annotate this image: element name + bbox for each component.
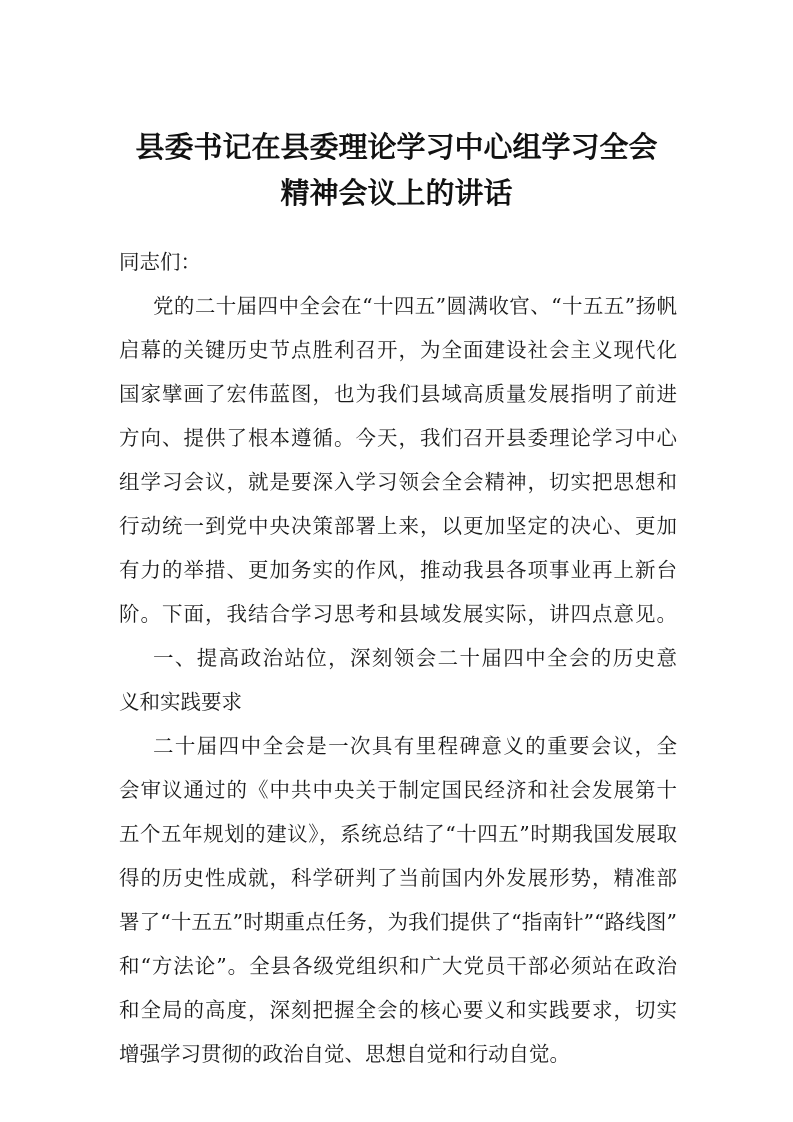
- paragraph-line: 国家擘画了宏伟蓝图，也为我们县域高质量发展指明了前进: [119, 382, 677, 406]
- paragraph-line: 有力的举措、更加务实的作风，推动我县各项事业再上新台: [119, 558, 677, 582]
- section-heading-line: 一、提高政治站位，深刻领会二十届四中全会的历史意: [153, 646, 677, 670]
- paragraph-line: 阶。下面，我结合学习思考和县域发展实际，讲四点意见。: [119, 602, 677, 626]
- paragraph-line: 行动统一到党中央决策部署上来，以更加坚定的决心、更加: [119, 514, 677, 538]
- document-title-line-1: 县委书记在县委理论学习中心组学习全会: [135, 130, 658, 164]
- paragraph-line: 和全局的高度，深刻把握全会的核心要义和实践要求，切实: [119, 998, 677, 1022]
- paragraph-line: 党的二十届四中全会在“十四五”圆满收官、“十五五”扬帆: [153, 294, 677, 318]
- paragraph-line: 会审议通过的《中共中央关于制定国民经济和社会发展第十: [119, 778, 677, 802]
- paragraph-line: 署了“十五五”时期重点任务，为我们提供了“指南针”“路线图”: [119, 910, 677, 934]
- paragraph-line: 五个五年规划的建议》，系统总结了“十四五”时期我国发展取: [119, 822, 677, 846]
- section-heading-line: 义和实践要求: [119, 690, 242, 714]
- paragraph-line: 得的历史性成就，科学研判了当前国内外发展形势，精准部: [119, 866, 677, 890]
- document-title-line-2: 精神会议上的讲话: [280, 176, 513, 210]
- salutation: 同志们：: [119, 250, 201, 274]
- paragraph-line: 组学习会议，就是要深入学习领会全会精神，切实把思想和: [119, 470, 677, 494]
- paragraph-line: 和“方法论”。全县各级党组织和广大党员干部必须站在政治: [119, 954, 677, 978]
- paragraph-line: 方向、提供了根本遵循。今天，我们召开县委理论学习中心: [119, 426, 677, 450]
- paragraph-line: 增强学习贯彻的政治自觉、思想自觉和行动自觉。: [119, 1042, 570, 1066]
- paragraph-line: 二十届四中全会是一次具有里程碑意义的重要会议，全: [153, 734, 677, 758]
- paragraph-line: 启幕的关键历史节点胜利召开，为全面建设社会主义现代化: [119, 338, 677, 362]
